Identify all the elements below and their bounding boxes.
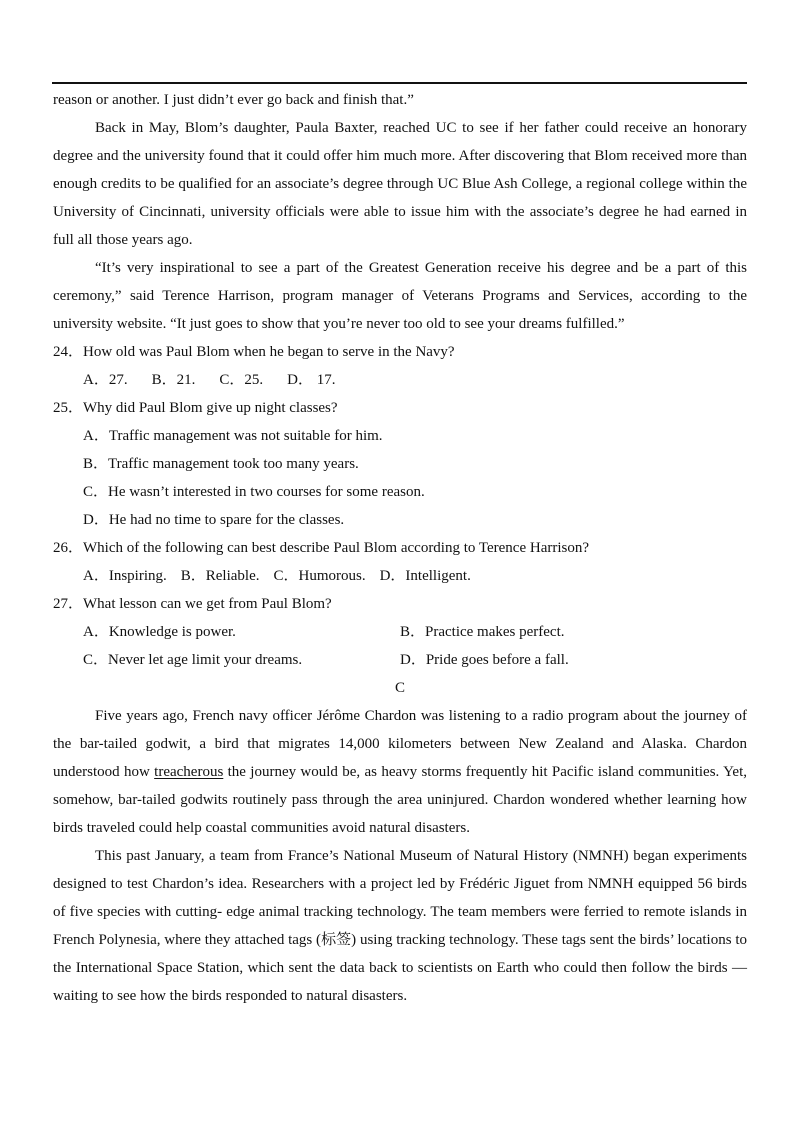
underlined-word: treacherous [154, 764, 224, 780]
option-25-c: C．He wasn’t interested in two courses for some reason. [83, 484, 425, 500]
section-letter: C [394, 680, 405, 696]
option-27-a: A．Knowledge is power. [83, 624, 236, 640]
option-27-b: B．Practice makes perfect. [400, 624, 565, 640]
page-content [53, 86, 747, 1010]
paragraph-honorary-degree: Back in May, Blom’s daughter, Paula Baxter, reached UC to see if her father could receive an honorary degree and the university found that it could offer him much more. After discovering that Blom received more than enough credits to be qualified for an associate’s degree through UC Blue Ash College, a regional college within the University of Cincinnati, university officials were able to issue him with the associate’s degree he had earned in full all those years ago. [53, 120, 747, 248]
paragraph-chardon [53, 702, 747, 842]
paragraph-harrison-quote: “It’s very inspirational to see a part of the Greatest Generation receive his degree and be a part of this ceremony,” said Terence Harrison, program manager of Veterans Programs and Services, according to the university website. “It just goes to show that you’re never too old to see your dreams fulfilled.” [53, 260, 747, 332]
question-27-options-row-1 [53, 618, 747, 646]
option-24-d: D． 17. [287, 372, 336, 388]
option-26-d: D．Intelligent. [379, 568, 471, 584]
option-26-a: A．Inspiring. [83, 568, 167, 584]
option-26-b: B．Reliable. [180, 568, 260, 584]
option-25-a: A．Traffic management was not suitable for him. [83, 428, 383, 444]
option-25-b: B．Traffic management took too many years. [83, 456, 359, 472]
option-27-c: C．Never let age limit your dreams. [83, 652, 303, 668]
question-26: 26．Which of the following can best describe Paul Blom according to Terence Harrison? [53, 540, 590, 556]
continued-paragraph-end: reason or another. I just didn’t ever go back and finish that.” [53, 92, 414, 108]
question-24-options [53, 366, 747, 394]
paragraph-chardon-part-1: Five years ago, French navy officer Jérôme Chardon was listening to a radio program about the journey of the bar-tailed godwit, a bird that migrates 14,000 kilometers between New Zealand and Alaska. Chardon understood how [53, 708, 747, 780]
paragraph-chardon-part-2: the journey would be, as heavy storms frequently hit Pacific island communities. Yet, somehow, bar-tailed godwits routinely pass through the area uninjured. Chardon wondered whether learning how birds traveled could help coastal communities avoid natural disasters. [53, 764, 747, 836]
question-24: 24．How old was Paul Blom when he began to serve in the Navy? [53, 344, 455, 360]
question-26-options [53, 562, 747, 590]
option-27-d: D．Pride goes before a fall. [400, 652, 569, 668]
question-27-options-row-2 [53, 646, 747, 674]
option-26-c: C．Humorous. [273, 568, 366, 584]
paragraph-nmnh-experiment: This past January, a team from France’s National Museum of Natural History (NMNH) began experiments designed to test Chardon’s idea. Researchers with a project led by Frédéric Jiguet from NMNH equipped 56 birds of five species with cutting- edge animal tracking technology. The team members were ferried to remote islands in French Polynesia, where they attached tags (标签) using tracking technology. These tags sent the birds’ locations to the International Space Station, which sent the data back to scientists on Earth who could then follow the birds — waiting to see how the birds responded to natural disasters. [53, 848, 747, 1004]
option-25-d: D．He had no time to spare for the classes. [83, 512, 345, 528]
option-24-c: C．25. [219, 372, 264, 388]
question-27: 27．What lesson can we get from Paul Blom? [53, 596, 332, 612]
option-24-b: B．21. [151, 372, 196, 388]
question-25: 25．Why did Paul Blom give up night classes? [53, 400, 338, 416]
header-rule [52, 82, 747, 84]
option-24-a: A．27. [83, 372, 128, 388]
